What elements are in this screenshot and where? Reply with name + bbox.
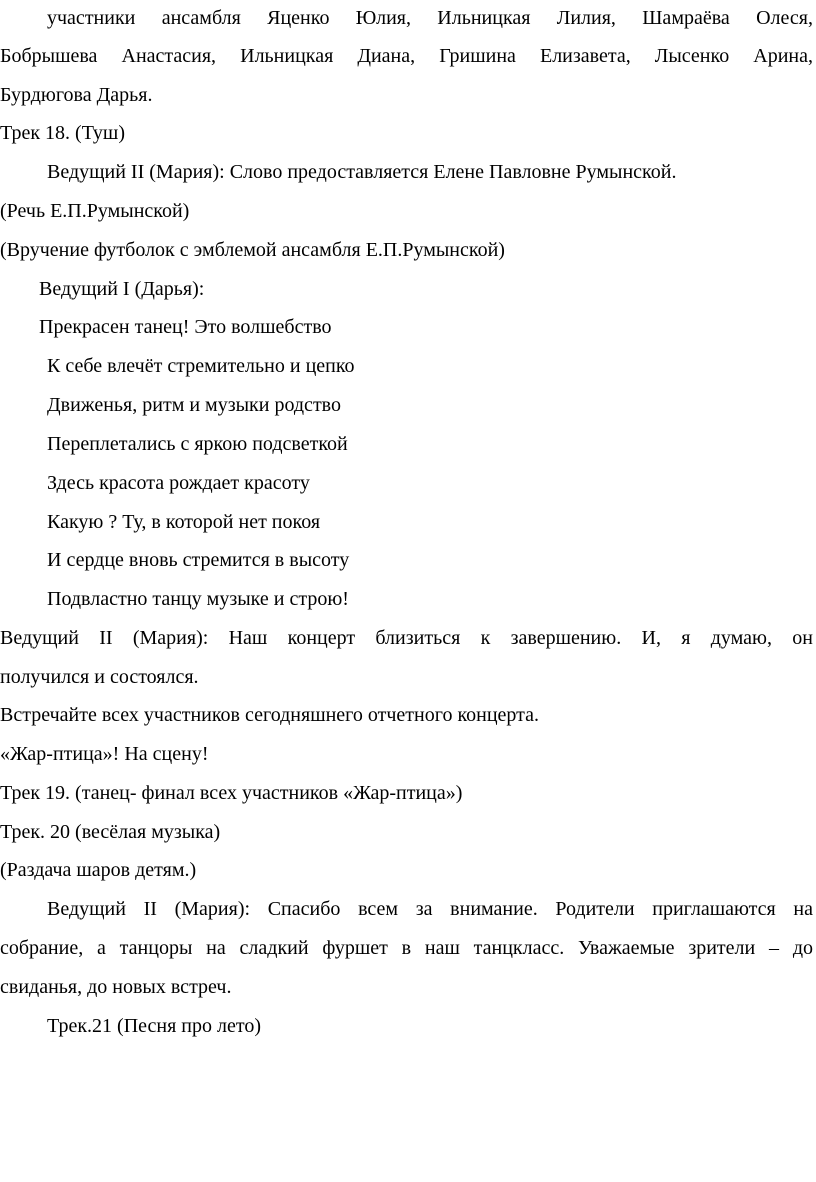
text-line: Трек 19. (танец- финал всех участников «Жар-птица») (0, 782, 463, 804)
text-line: Трек.21 (Песня про лето) (47, 1015, 262, 1037)
poem-line: К себе влечёт стремительно и цепко (47, 355, 355, 377)
poem-line: И сердце вновь стремится в высоту (47, 549, 350, 571)
text-line: Трек 18. (Туш) (0, 122, 125, 144)
text-line: Ведущий II (Мария): Слово предоставляется Елене Павловне Румынской. (47, 161, 677, 183)
text-line: участники ансамбля Яценко Юлия, Ильницкая Лилия, Шамраёва Олеся, (47, 7, 813, 29)
poem-line: Здесь красота рождает красоту (47, 472, 310, 494)
text-line: получился и состоялся. (0, 666, 199, 688)
poem-line: Подвластно танцу музыке и строю! (47, 588, 349, 610)
text-line: Бурдюгова Дарья. (0, 84, 153, 106)
text-line: Трек. 20 (весёлая музыка) (0, 821, 221, 843)
text-line: Ведущий II (Мария): Наш концерт близиться к завершению. И, я думаю, он (0, 627, 813, 649)
text-line: свиданья, до новых встреч. (0, 976, 232, 998)
text-line: (Речь Е.П.Румынской) (0, 200, 190, 222)
poem-line: Движенья, ритм и музыки родство (47, 394, 341, 416)
poem-line: Какую ? Ту, в которой нет покоя (47, 511, 321, 533)
text-line: Бобрышева Анастасия, Ильницкая Диана, Гришина Елизавета, Лысенко Арина, (0, 45, 813, 67)
text-line: Встречайте всех участников сегодняшнего отчетного концерта. (0, 704, 540, 726)
text-line: Ведущий I (Дарья): (39, 278, 205, 300)
text-line: (Вручение футболок с эмблемой ансамбля Е.П.Румынской) (0, 239, 505, 261)
poem-line: Переплетались с яркою подсветкой (47, 433, 348, 455)
text-line: «Жар-птица»! На сцену! (0, 743, 209, 765)
text-line: (Раздача шаров детям.) (0, 859, 197, 881)
text-line: Ведущий II (Мария): Спасибо всем за внимание. Родители приглашаются на (47, 898, 813, 920)
poem-line: Прекрасен танец! Это волшебство (39, 316, 332, 338)
text-line: собрание, а танцоры на сладкий фуршет в наш танцкласс. Уважаемые зрители – до (0, 937, 813, 959)
